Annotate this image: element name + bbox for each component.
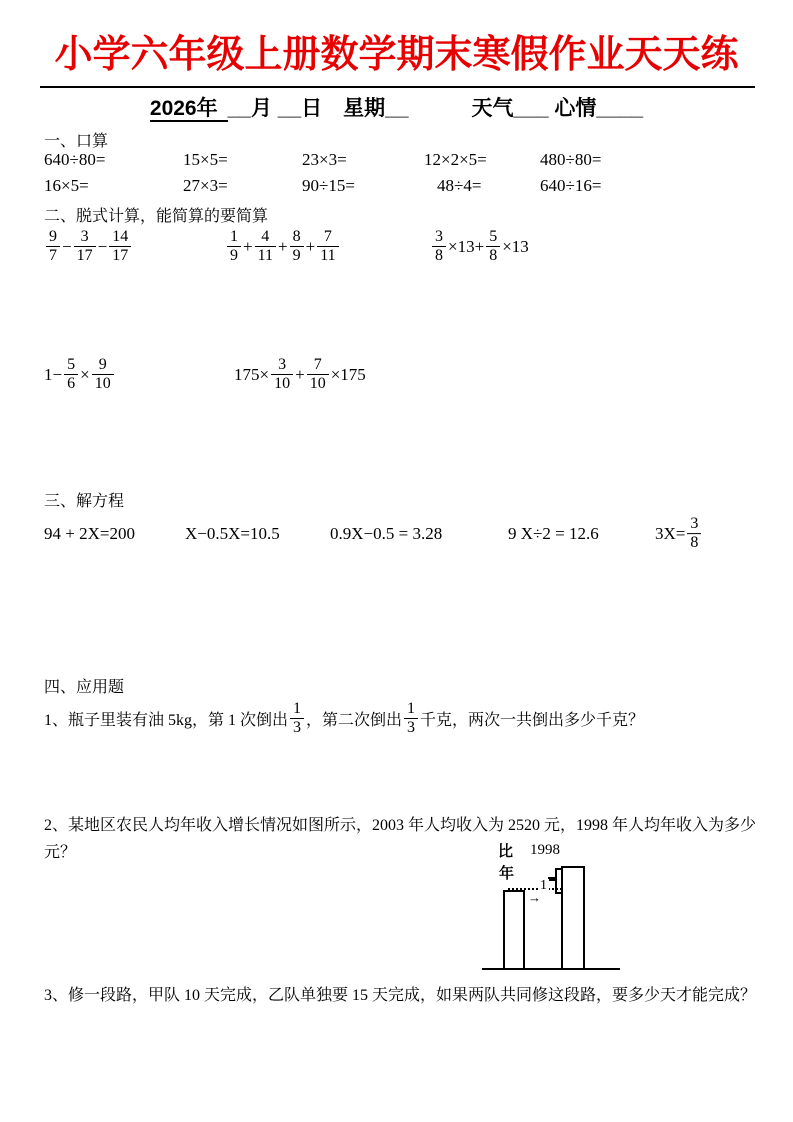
oral-problem: 27×3= [183, 176, 228, 195]
word-problem-1: 1、瓶子里装有油 5kg，第 1 次倒出 $\frac{1}{3}$ ，第二次倒出 $\frac{1}{3}$ 千克，两次一共倒出多少千克？ [44, 700, 645, 737]
figure-label-1998: 1998 [530, 842, 560, 858]
oral-row [44, 150, 759, 174]
date-blanks: __月 __日 星期__ 天气___ 心情____ [227, 97, 644, 120]
equation: 9 X÷2 = 12.6 [508, 524, 599, 543]
stepwise-expression: 1− $\frac{5}{6}$ × $\frac{9}{10}$ [44, 356, 116, 394]
equation: X−0.5X=10.5 [185, 524, 280, 543]
date-line [0, 92, 793, 122]
oral-problem: 480÷80= [540, 150, 602, 169]
figure-bracket-nub [548, 877, 556, 881]
equation: 0.9X−0.5 = 3.28 [330, 524, 443, 543]
equation: 3X= $\frac{3}{8}$ [655, 515, 703, 553]
figure-label-compare: 比 [498, 843, 514, 860]
word-problem-2: 2、某地区农民人均年收入增长情况如图所示，2003 年人均收入为 2520 元，1998 年人均年收入为多少元？ [44, 817, 757, 861]
section-oral-heading: 一、口算 [44, 133, 109, 150]
figure-difference-bracket [555, 868, 562, 894]
section-stepwise-heading: 二、脱式计算，能简算的要简算 [44, 208, 269, 225]
stepwise-expression: $\frac{1}{9}$ + $\frac{4}{11}$ + $\frac{8}{9}$ + $\frac{7}{11}$ [225, 228, 341, 266]
figure-bar-right [561, 866, 585, 970]
oral-problem: 640÷16= [540, 176, 602, 195]
figure-label-year: 年 [499, 865, 515, 882]
right-arrow-icon: → [528, 890, 541, 905]
income-bar-figure [480, 840, 632, 974]
figure-baseline-axis [482, 968, 620, 970]
stepwise-expression: $\frac{3}{8}$ ×13+ $\frac{5}{8}$ ×13 [430, 228, 529, 266]
oral-problem: 12×2×5= [424, 150, 487, 169]
oral-problem: 15×5= [183, 150, 228, 169]
oral-problem: 640÷80= [44, 150, 106, 169]
worksheet-title: 小学六年级上册数学期末寒假作业天天练 [54, 34, 739, 76]
oral-row [44, 176, 759, 200]
oral-problem: 48÷4= [437, 176, 482, 195]
word-problem-3: 3、修一段路，甲队 10 天完成，乙队单独要 15 天完成，如果两队共同修这段路，要多少天才能完成？ [44, 987, 757, 1004]
figure-bar-left [503, 890, 525, 970]
oral-problem: 16×5= [44, 176, 89, 195]
title-divider [40, 86, 755, 88]
date-year: 2026年 [150, 97, 228, 122]
stepwise-expression: $\frac{9}{7}$ − $\frac{3}{17}$ − $\frac{14}{17}$ [44, 228, 133, 266]
stepwise-row [44, 228, 759, 278]
oral-problem: 90÷15= [302, 176, 355, 195]
stepwise-expression: 175× $\frac{3}{10}$ + $\frac{7}{10}$ ×175 [234, 356, 366, 393]
equations-row [44, 506, 759, 562]
equation: 94 + 2X=200 [44, 524, 135, 543]
section-equations-heading: 三、解方程 [44, 493, 125, 510]
section-problems-heading: 四、应用题 [44, 679, 125, 696]
figure-diff-label: 1 [540, 878, 547, 893]
oral-problem: 23×3= [302, 150, 347, 169]
stepwise-row [44, 356, 759, 406]
